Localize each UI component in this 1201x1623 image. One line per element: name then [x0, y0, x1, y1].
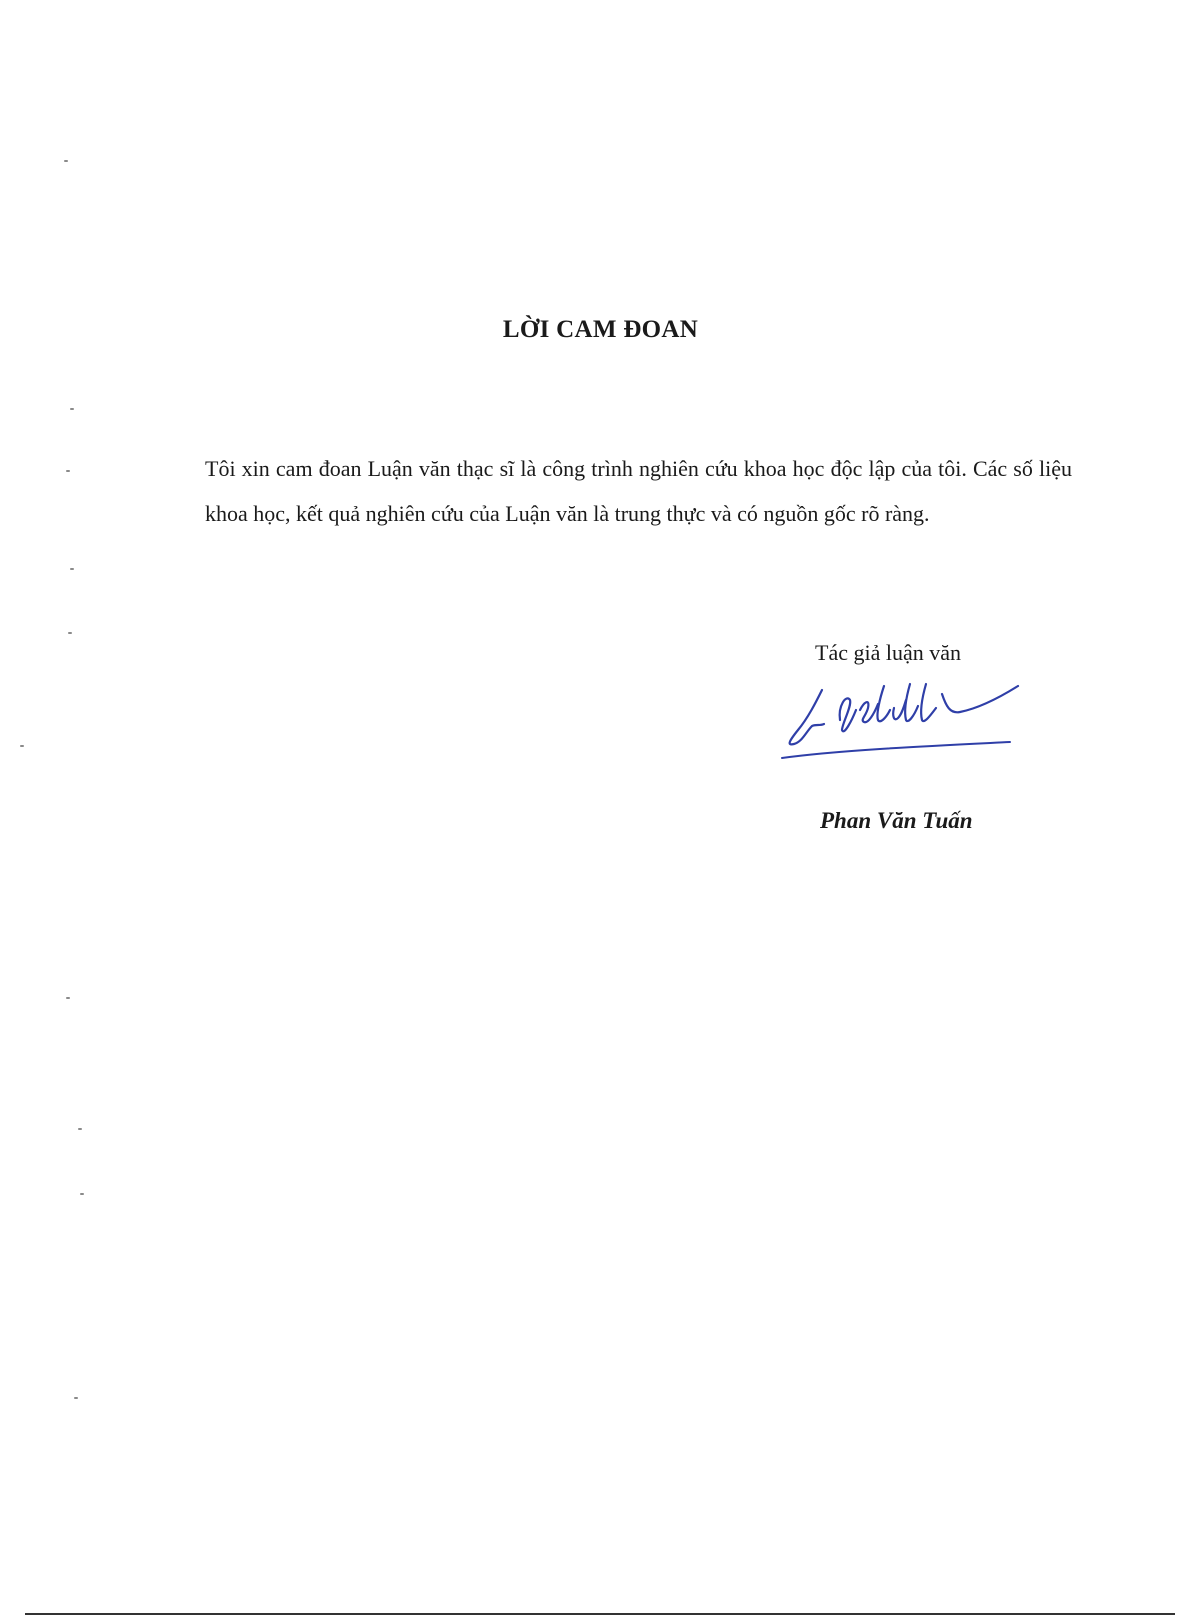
author-name: Phan Văn Tuấn — [820, 808, 973, 833]
scan-speck — [66, 997, 70, 999]
scan-speck — [20, 745, 24, 747]
page-title: LỜI CAM ĐOAN — [502, 316, 699, 343]
handwritten-signature-image — [780, 680, 1060, 790]
scan-speck — [70, 408, 74, 410]
scan-speck — [64, 160, 68, 162]
scan-speck — [74, 1397, 78, 1399]
scan-speck — [70, 568, 74, 570]
scan-speck — [68, 632, 72, 634]
declaration-paragraph: Tôi xin cam đoan Luận văn thạc sĩ là công trình nghiên cứu khoa học độc lập của tôi. Các số liệu khoa học, kết quả nghiên cứu của Luận văn là trung thực và có nguồn gốc rõ ràng. — [205, 456, 1072, 526]
scan-speck — [78, 1128, 82, 1130]
scan-speck — [80, 1193, 84, 1195]
signature-label: Tác giả luận văn — [815, 640, 961, 665]
page-bottom-rule — [25, 1613, 1175, 1615]
scan-speck — [66, 470, 70, 472]
